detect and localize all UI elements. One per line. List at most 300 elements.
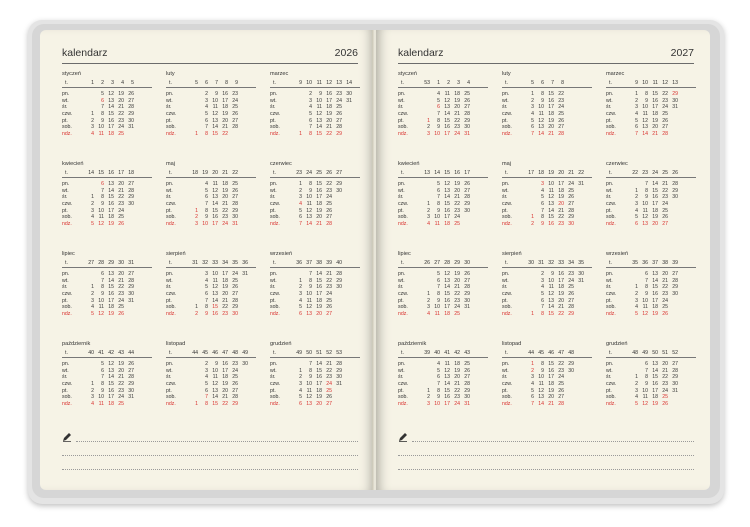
day-cell: 31 [578, 181, 584, 187]
day-cell: 22 [326, 131, 332, 138]
day-label: śr. [166, 374, 172, 381]
month-name: czerwiec [270, 161, 292, 167]
day-cell [332, 194, 342, 201]
week-label: t. [609, 170, 612, 176]
day-cell [124, 304, 134, 311]
week-number: 22 [232, 170, 238, 176]
day-cell: 28 [232, 394, 238, 401]
month-block [398, 340, 488, 428]
weekday-row [502, 298, 592, 305]
day-cell: 10 [306, 291, 312, 298]
day-cell: 19 [316, 394, 322, 401]
day-cell: 15 [316, 277, 322, 284]
day-cell: 8 [205, 304, 208, 311]
day-cell: 29 [672, 187, 678, 194]
day-cell: 20 [316, 214, 322, 221]
day-cell: 19 [454, 97, 460, 104]
day-cell [564, 388, 574, 395]
day-cell [420, 368, 430, 375]
day-cell: 13 [306, 401, 312, 408]
day-label: wt. [606, 367, 613, 374]
day-cell [332, 394, 342, 401]
day-cell [564, 401, 574, 408]
day-label: pt. [166, 207, 172, 214]
week-number: 43 [464, 350, 470, 356]
day-label: czw. [62, 201, 73, 208]
day-cell: 21 [662, 181, 668, 187]
day-cell: 3 [205, 97, 208, 104]
day-cell: 25 [568, 284, 574, 291]
weekday-row [398, 214, 488, 221]
day-cell: 15 [444, 201, 450, 208]
day-cell [124, 208, 134, 215]
day-cell: 17 [652, 104, 658, 111]
day-cell: 13 [444, 374, 450, 381]
day-cell: 11 [212, 277, 218, 284]
week-label: t. [65, 350, 68, 356]
weekday-row [62, 374, 152, 381]
weekday-row [270, 401, 360, 408]
day-cell: 16 [548, 221, 554, 228]
day-label: śr. [606, 374, 612, 381]
day-cell: 3 [205, 271, 208, 277]
day-cell: 5 [635, 401, 638, 408]
day-label: czw. [270, 201, 281, 208]
day-cell: 10 [202, 221, 208, 228]
day-cell: 1 [91, 381, 94, 388]
week-label: t. [505, 350, 508, 356]
day-cell: 26 [662, 214, 668, 221]
month-block [62, 340, 152, 428]
day-cell: 22 [662, 374, 668, 381]
day-cell: 23 [336, 91, 342, 97]
day-label: sob. [166, 394, 176, 401]
day-cell: 29 [336, 131, 342, 138]
weekday-row [606, 194, 696, 201]
year-grid [398, 70, 694, 430]
day-cell: 4 [205, 104, 208, 111]
month-name: styczeń [62, 71, 81, 77]
day-cell: 17 [222, 97, 228, 104]
day-cell: 12 [306, 304, 312, 311]
week-number: 39 [326, 260, 332, 266]
day-cell: 4 [299, 297, 302, 304]
day-cell: 11 [548, 187, 554, 194]
weekday-row [270, 98, 360, 105]
day-label: sob. [398, 394, 408, 401]
week-number: 5 [131, 80, 134, 86]
week-number: 47 [222, 350, 228, 356]
weekday-row [502, 214, 592, 221]
day-cell: 24 [454, 214, 460, 221]
day-cell [420, 271, 430, 278]
day-cell: 20 [454, 104, 460, 111]
day-label: pn. [270, 181, 278, 187]
day-cell: 30 [672, 194, 678, 201]
day-label: pn. [502, 91, 510, 97]
week-numbers-row [606, 349, 696, 358]
day-cell: 19 [108, 311, 114, 318]
day-cell: 16 [316, 374, 322, 381]
day-cell: 17 [108, 124, 114, 131]
day-cell: 26 [568, 194, 574, 201]
weekday-row [502, 98, 592, 105]
day-label: pt. [502, 117, 508, 124]
day-cell: 19 [118, 361, 124, 367]
weekday-row [606, 104, 696, 111]
day-label: sob. [62, 124, 72, 131]
day-cell: 9 [101, 291, 104, 298]
day-cell: 2 [635, 381, 638, 388]
day-label: wt. [606, 277, 613, 284]
weekday-row [270, 214, 360, 221]
day-cell: 2 [91, 387, 94, 394]
day-cell: 16 [652, 97, 658, 104]
month-block [166, 340, 256, 428]
week-numbers-row [166, 349, 256, 358]
day-cell: 19 [118, 91, 124, 97]
week-label: t. [273, 350, 276, 356]
day-cell: 14 [212, 201, 218, 208]
day-cell: 7 [541, 304, 544, 311]
week-label: t. [401, 260, 404, 266]
day-cell: 13 [212, 194, 218, 201]
day-cell: 29 [128, 381, 134, 388]
day-cell [420, 194, 430, 201]
month-block [606, 340, 696, 428]
day-label: ndz. [166, 311, 176, 318]
week-numbers-row [502, 259, 592, 268]
weekday-row [62, 188, 152, 195]
day-cell: 9 [437, 124, 440, 131]
month-name: grudzień [606, 341, 628, 347]
weekday-row [502, 394, 592, 401]
week-number: 14 [88, 170, 94, 176]
day-cell: 20 [118, 97, 124, 104]
day-cell: 3 [91, 394, 94, 401]
day-cell [188, 181, 198, 188]
week-number: 22 [578, 170, 584, 176]
week-number: 35 [578, 260, 584, 266]
day-cell [574, 214, 584, 221]
day-cell: 28 [568, 207, 574, 214]
day-cell: 16 [108, 201, 114, 208]
day-label: sob. [270, 394, 280, 401]
day-cell: 13 [212, 117, 218, 124]
week-label: t. [609, 260, 612, 266]
day-cell: 13 [306, 311, 312, 318]
day-cell: 6 [299, 401, 302, 408]
day-cell: 4 [635, 111, 638, 118]
day-label: pn. [606, 91, 614, 97]
week-number: 6 [541, 80, 544, 86]
day-cell: 8 [101, 194, 104, 201]
day-cell: 16 [652, 291, 658, 298]
notes-area[interactable] [398, 435, 694, 480]
day-cell: 15 [548, 91, 554, 97]
day-cell: 10 [434, 304, 440, 311]
day-cell: 20 [222, 194, 228, 201]
day-cell: 26 [326, 207, 332, 214]
month-name: luty [166, 71, 175, 77]
day-cell: 11 [316, 104, 322, 111]
month-block [166, 160, 256, 248]
day-cell: 21 [454, 194, 460, 201]
day-cell: 30 [568, 367, 574, 374]
day-cell: 26 [232, 187, 238, 194]
day-cell: 24 [568, 277, 574, 284]
day-cell: 13 [444, 104, 450, 111]
day-cell [524, 194, 534, 201]
day-cell: 7 [437, 111, 440, 118]
day-cell: 4 [635, 207, 638, 214]
day-cell: 9 [645, 97, 648, 104]
week-label: t. [65, 170, 68, 176]
weekday-row [62, 311, 152, 318]
weekday-row [270, 208, 360, 215]
day-cell [292, 111, 302, 118]
month-block [398, 160, 488, 248]
month-name: sierpień [502, 251, 522, 257]
weekday-row [398, 381, 488, 388]
day-label: sob. [502, 214, 512, 221]
day-label: ndz. [398, 311, 408, 318]
day-cell: 2 [427, 207, 430, 214]
day-cell: 28 [326, 221, 332, 228]
day-cell [574, 221, 584, 228]
day-cell: 20 [548, 124, 554, 131]
day-cell: 5 [205, 111, 208, 118]
weekday-row [502, 361, 592, 368]
week-number: 7 [551, 80, 554, 86]
day-cell: 6 [635, 124, 638, 131]
day-cell [420, 91, 430, 98]
month-name: maj [502, 161, 512, 167]
day-cell: 3 [299, 194, 302, 201]
day-label: sob. [606, 304, 616, 311]
day-cell: 24 [118, 207, 124, 214]
day-cell: 18 [222, 181, 228, 187]
weekday-row [606, 394, 696, 401]
day-cell [524, 304, 534, 311]
day-cell: 10 [538, 374, 544, 381]
weekday-row [606, 214, 696, 221]
day-label: czw. [166, 381, 177, 388]
weekday-row [606, 388, 696, 395]
day-cell: 1 [299, 181, 302, 187]
day-cell: 25 [464, 361, 470, 367]
week-number: 8 [561, 80, 564, 86]
weekday-row [398, 298, 488, 305]
day-label: pt. [606, 387, 612, 394]
day-cell: 9 [645, 381, 648, 388]
day-cell: 21 [454, 284, 460, 291]
week-number: 49 [642, 350, 648, 356]
week-numbers-row [166, 79, 256, 88]
day-label: czw. [502, 381, 513, 388]
weekday-row [398, 368, 488, 375]
day-cell: 1 [531, 361, 534, 367]
day-cell: 4 [531, 111, 534, 118]
day-cell: 19 [652, 401, 658, 408]
day-label: czw. [398, 201, 409, 208]
day-cell: 4 [635, 304, 638, 311]
day-cell: 21 [662, 277, 668, 284]
week-numbers-row [270, 259, 360, 268]
weekday-row [502, 124, 592, 131]
day-label: czw. [606, 201, 617, 208]
day-cell: 8 [309, 277, 312, 284]
day-cell [628, 181, 638, 188]
day-cell [292, 361, 302, 368]
day-cell: 19 [548, 117, 554, 124]
day-cell: 15 [212, 401, 218, 408]
weekday-row [62, 271, 152, 278]
weekday-row [166, 104, 256, 111]
day-cell: 24 [662, 201, 668, 208]
weekday-row [606, 401, 696, 408]
day-cell: 24 [558, 374, 564, 381]
day-cell: 25 [232, 277, 238, 284]
weekday-row [606, 311, 696, 318]
day-cell [84, 91, 94, 98]
week-number: 25 [662, 170, 668, 176]
day-cell: 5 [101, 91, 104, 97]
week-label: t. [609, 80, 612, 86]
day-cell [460, 221, 470, 228]
day-cell: 20 [652, 221, 658, 228]
page-right [376, 30, 710, 490]
day-cell: 14 [108, 187, 114, 194]
day-cell: 26 [118, 311, 124, 318]
day-cell: 11 [306, 387, 312, 394]
day-cell: 11 [98, 131, 104, 138]
day-label: sob. [502, 304, 512, 311]
day-cell: 22 [454, 201, 460, 208]
day-cell: 15 [108, 381, 114, 388]
weekday-row [398, 194, 488, 201]
week-numbers-row [62, 259, 152, 268]
day-label: pn. [270, 271, 278, 277]
week-number: 27 [434, 260, 440, 266]
day-cell: 16 [222, 91, 228, 97]
day-cell: 17 [444, 214, 450, 221]
day-label: czw. [62, 381, 73, 388]
day-cell: 23 [326, 374, 332, 381]
weekday-row [166, 98, 256, 105]
weekday-row [62, 381, 152, 388]
day-cell [668, 221, 678, 228]
day-cell: 19 [222, 381, 228, 388]
day-cell: 31 [672, 387, 678, 394]
day-cell: 31 [128, 297, 134, 304]
day-cell: 20 [652, 124, 658, 131]
day-cell [574, 188, 584, 195]
day-cell: 15 [548, 311, 554, 318]
day-cell: 4 [91, 131, 94, 138]
day-cell: 2 [91, 291, 94, 298]
day-cell: 15 [108, 194, 114, 201]
weekday-row [166, 298, 256, 305]
day-label: pt. [62, 297, 68, 304]
day-label: pn. [606, 361, 614, 367]
day-label: czw. [606, 291, 617, 298]
day-cell [124, 131, 134, 138]
week-number: 48 [232, 350, 238, 356]
day-cell: 31 [578, 277, 584, 284]
week-number: 3 [111, 80, 114, 86]
day-cell: 3 [91, 124, 94, 131]
weekday-row [62, 124, 152, 131]
day-cell: 20 [558, 201, 564, 208]
day-label: pt. [398, 207, 404, 214]
notes-area[interactable] [62, 435, 358, 480]
week-number: 51 [662, 350, 668, 356]
day-cell: 14 [652, 181, 658, 187]
day-cell [668, 394, 678, 401]
weekday-row [166, 311, 256, 318]
day-label: pn. [270, 91, 278, 97]
day-label: czw. [502, 291, 513, 298]
day-cell [188, 368, 198, 375]
day-cell: 19 [316, 304, 322, 311]
week-number: 17 [528, 170, 534, 176]
day-label: ndz. [398, 131, 408, 138]
day-cell: 23 [118, 387, 124, 394]
day-cell: 11 [642, 304, 648, 311]
day-cell: 25 [326, 297, 332, 304]
day-cell: 25 [118, 304, 124, 311]
week-number: 8 [225, 80, 228, 86]
day-label: sob. [166, 304, 176, 311]
month-block [270, 250, 360, 338]
day-cell: 24 [326, 194, 332, 201]
day-label: ndz. [270, 311, 280, 318]
day-cell: 28 [232, 124, 238, 131]
day-cell: 11 [538, 381, 544, 388]
day-label: pt. [62, 207, 68, 214]
day-cell: 8 [309, 181, 312, 187]
week-number: 33 [558, 260, 564, 266]
day-label: sob. [606, 214, 616, 221]
day-cell [628, 278, 638, 285]
day-cell: 27 [672, 361, 678, 367]
day-cell [84, 181, 94, 188]
week-label: t. [505, 170, 508, 176]
day-cell [420, 98, 430, 105]
month-block [502, 160, 592, 248]
day-cell [238, 394, 248, 401]
day-cell: 11 [212, 104, 218, 111]
day-cell: 14 [444, 111, 450, 118]
day-cell: 24 [326, 381, 332, 388]
weekday-row [270, 111, 360, 118]
day-cell: 26 [662, 311, 668, 318]
day-cell: 2 [427, 124, 430, 131]
day-cell: 29 [464, 117, 470, 124]
day-cell: 25 [662, 207, 668, 214]
day-cell [238, 291, 248, 298]
day-label: czw. [270, 381, 281, 388]
month-name: lipiec [398, 251, 411, 257]
month-block [166, 250, 256, 338]
day-cell: 7 [635, 131, 638, 138]
day-cell: 31 [464, 304, 470, 311]
day-label: wt. [62, 277, 69, 284]
week-number: 16 [454, 170, 460, 176]
day-cell: 6 [205, 291, 208, 298]
day-cell [188, 111, 198, 118]
